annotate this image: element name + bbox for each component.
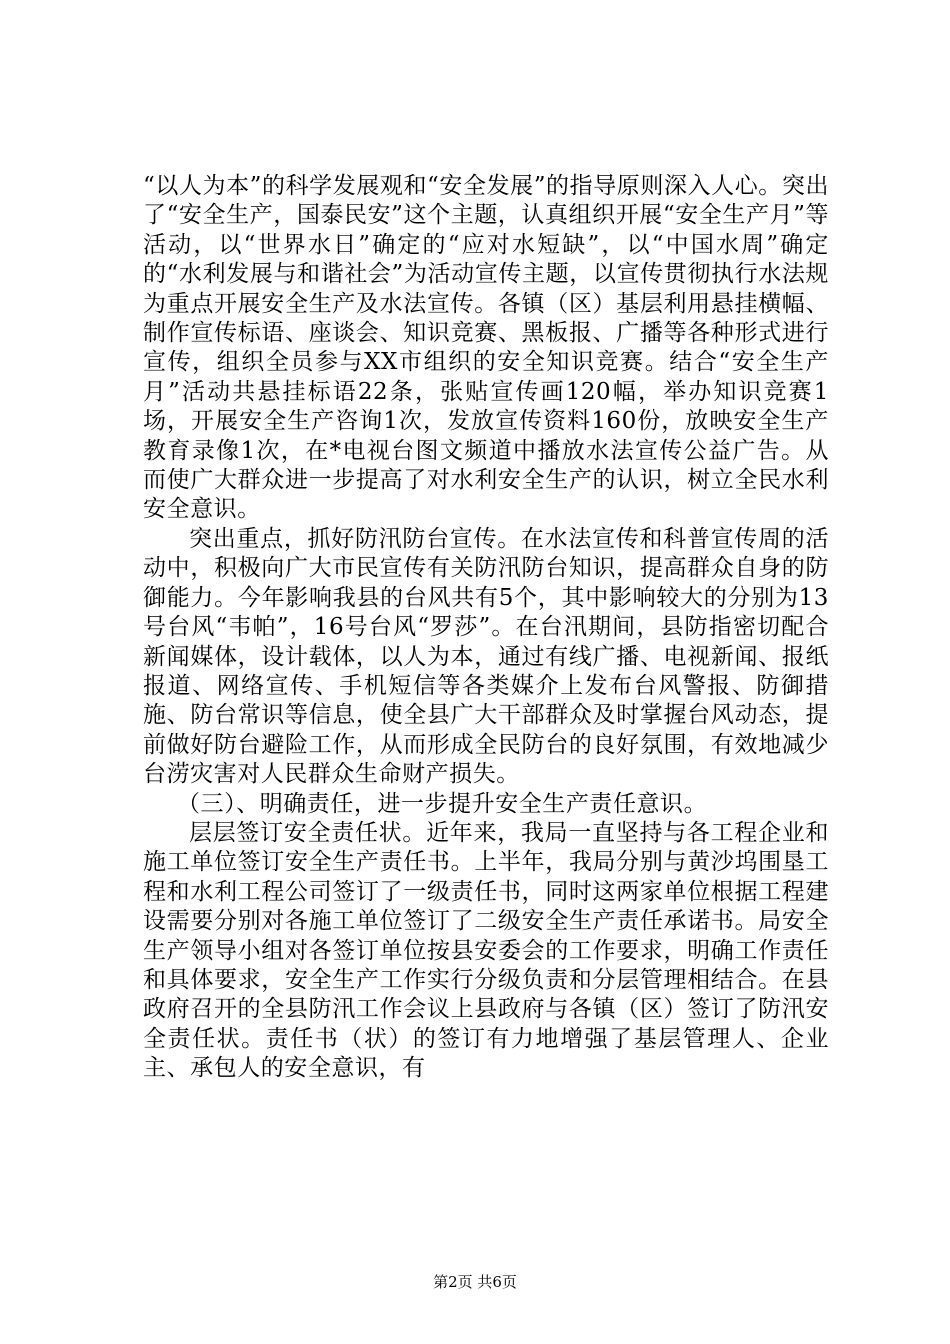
section-heading-3: （三）、明确责任，进一步提升安全生产责任意识。 xyxy=(177,790,708,817)
body-paragraph-4: 层层签订安全责任状。近年来，我局一直坚持与各工程企业和施工单位签订安全生产责任书。上半年，我局分别与黄沙坞围垦工程和水利工程公司签订了一级责任书，同时这两家单位根据工程建设需要分别对各施工单位签订了二级安全生产责任承诺书。局安全生产领导小组对各签订单位按县安委会的工作要求，明确工作责任和具体要求，安全生产工作实行分级负责和分层管理相结合。在县政府召开的全县防汛工作会议上县政府与各镇（区）签订了防汛安全责任状。责任书（状）的签订有力地增强了基层管理人、企业主、承包人的安全意识，有 xyxy=(143,819,829,1082)
body-paragraph-2: 突出重点，抓好防汛防台宣传。在水法宣传和科普宣传周的活动中，积极向广大市民宣传有关防汛防台知识，提高群众自身的防御能力。今年影响我县的台风共有5个，其中影响较大的分别为13号台风“韦帕”，16号台风“罗莎”。在台汛期间，县防指密切配合新闻媒体，设计载体，以人为本，通过有线广播、电视新闻、报纸报道、网络宣传、手机短信等各类媒介上发布台风警报、防御措施、防台常识等信息，使全县广大干部群众及时掌握台风动态，提前做好防台避险工作，从而形成全民防台的良好氛围，有效地减少台涝灾害对人民群众生命财产损失。 xyxy=(143,525,829,788)
document-body xyxy=(143,172,829,1084)
body-paragraph-1: “以人为本”的科学发展观和“安全发展”的指导原则深入人心。突出了“安全生产，国泰民安”这个主题，认真组织开展“安全生产月”等活动，以“世界水日”确定的“应对水短缺”，以“中国水周”确定的“水利发展与和谐社会”为活动宣传主题，以宣传贯彻执行水法规为重点开展安全生产及水法宣传。各镇（区）基层利用悬挂横幅、制作宣传标语、座谈会、知识竞赛、黑板报、广播等各种形式进行宣传，组织全员参与XX市组织的安全知识竞赛。结合“安全生产月”活动共悬挂标语22条，张贴宣传画120幅，举办知识竞赛1场，开展安全生产咨询1次，发放宣传资料160份，放映安全生产教育录像1次，在*电视台图文频道中播放水法宣传公益广告。从而使广大群众进一步提高了对水利安全生产的认识，树立全民水利安全意识。 xyxy=(143,173,829,523)
page-footer: 第2页 共6页 xyxy=(433,1273,517,1291)
